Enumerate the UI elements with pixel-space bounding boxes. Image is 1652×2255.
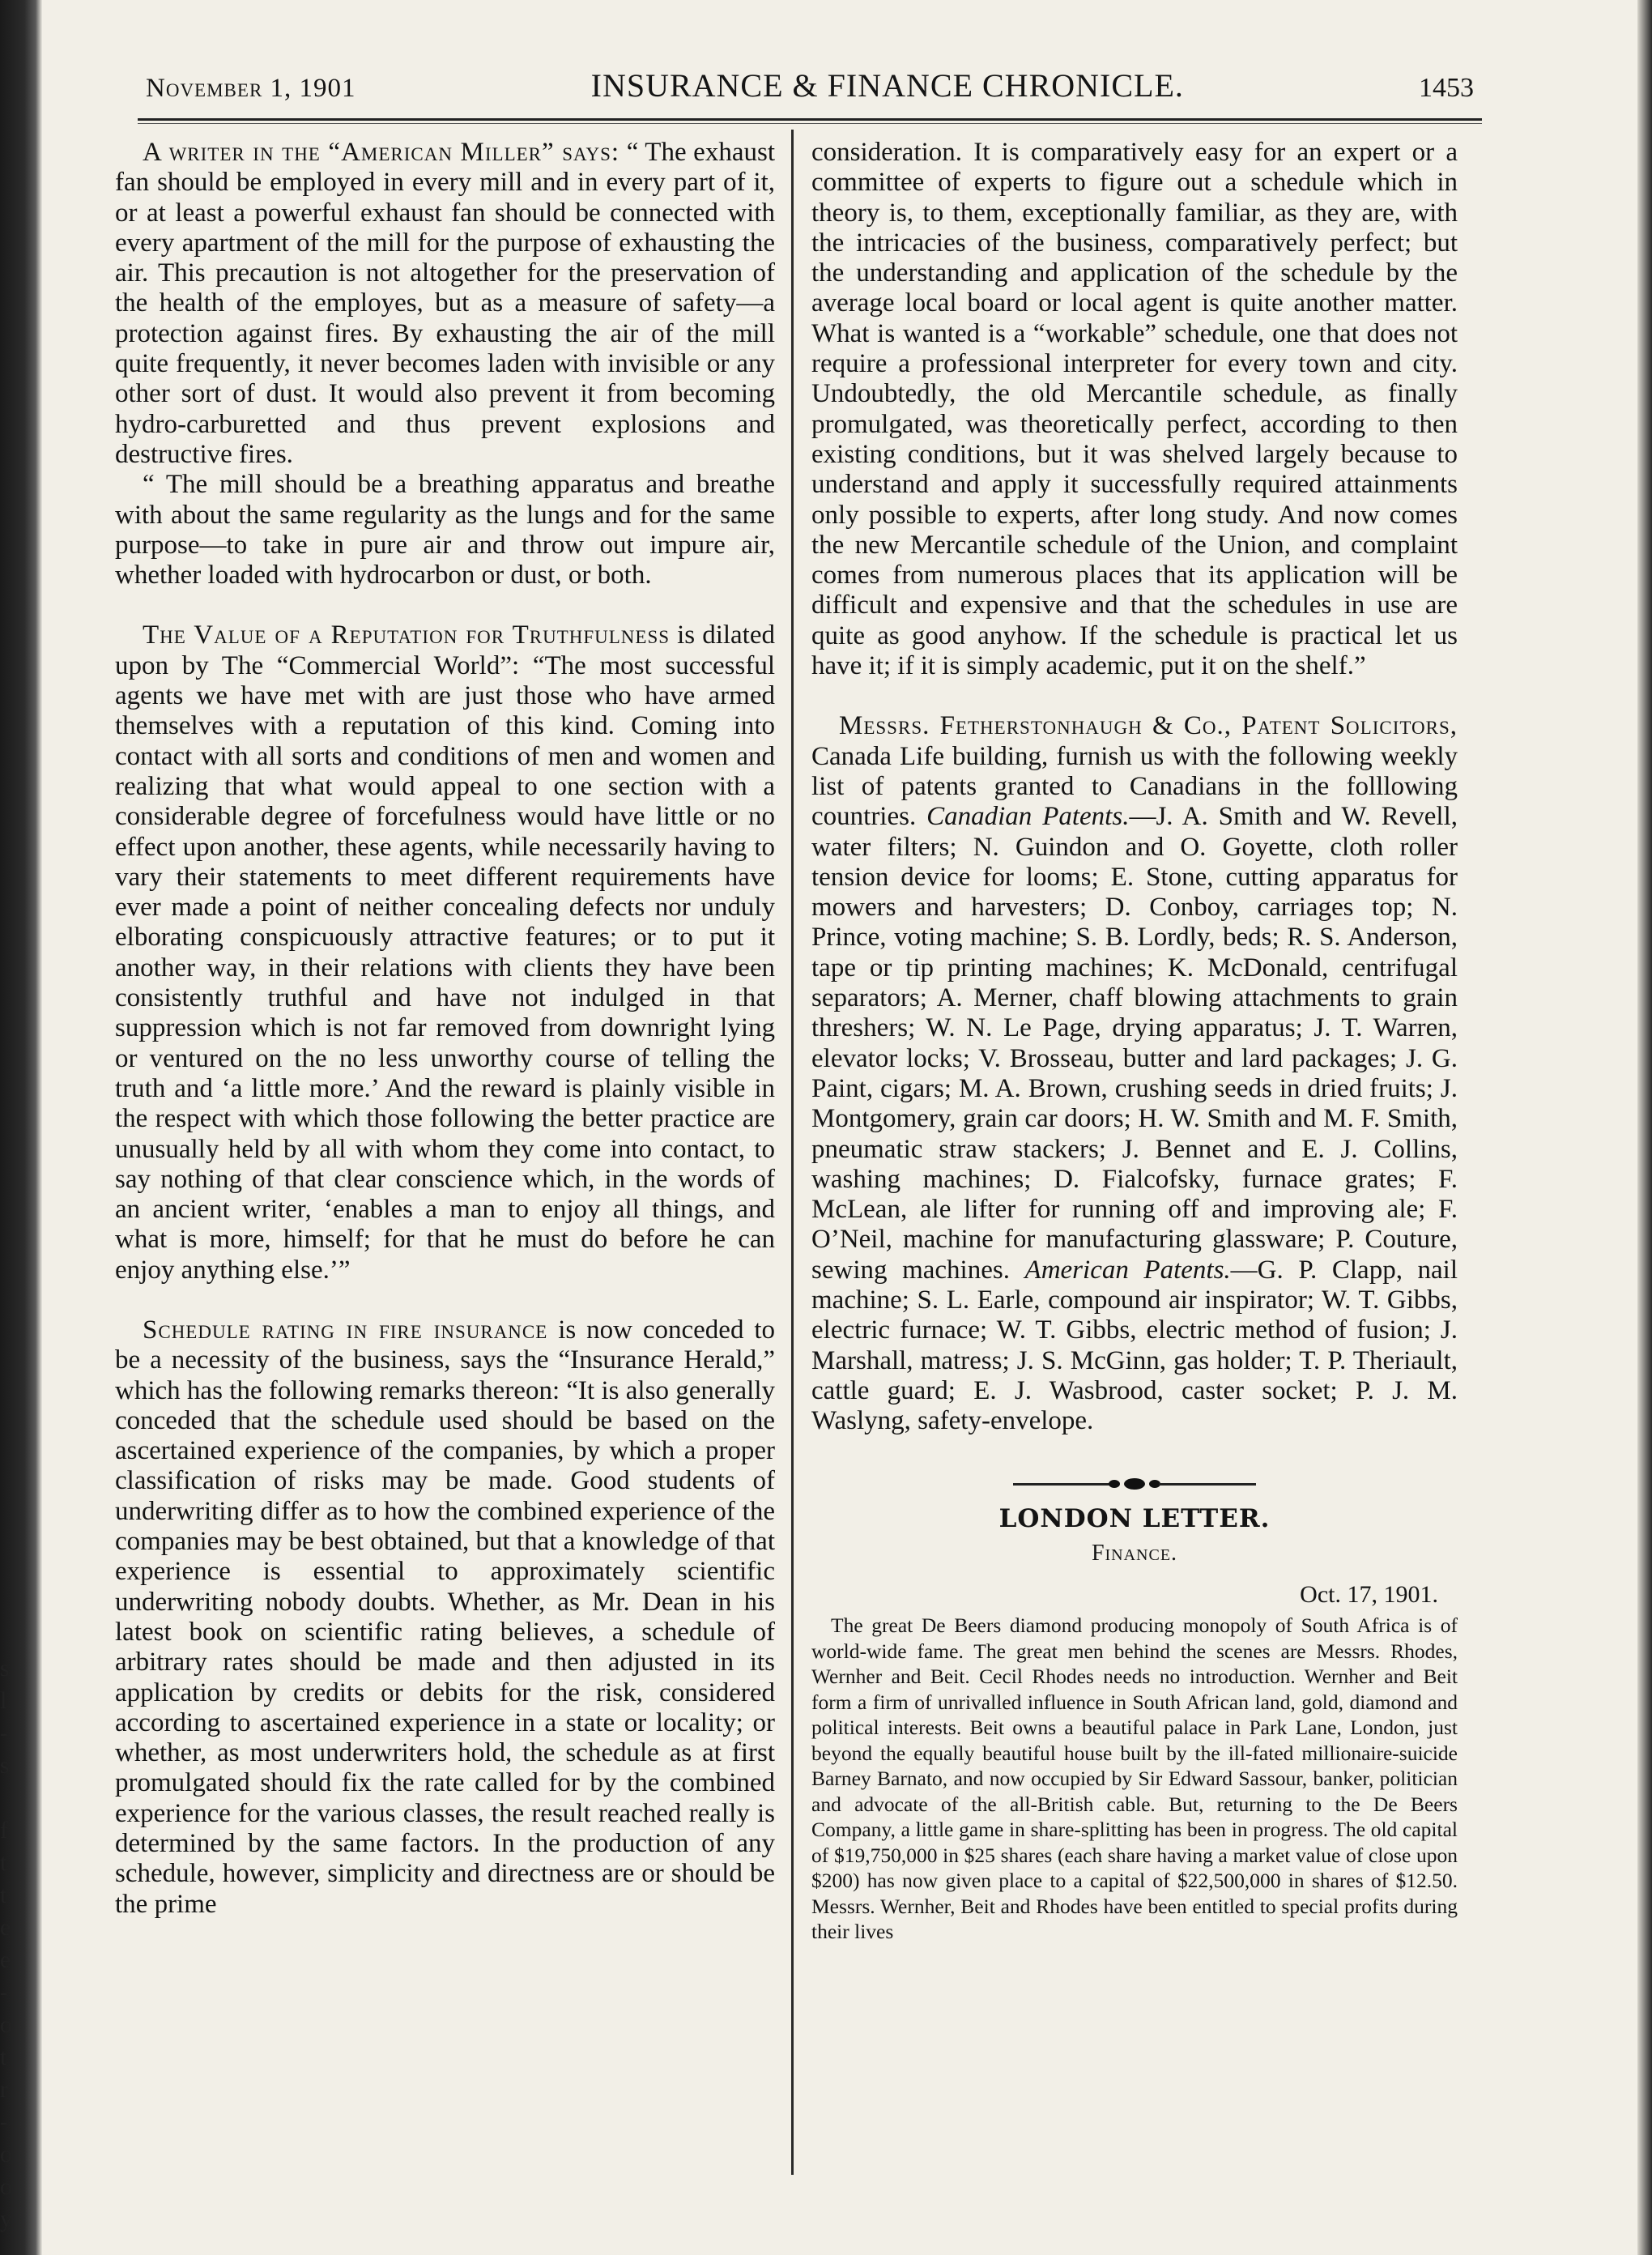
article-text: “ The exhaust fan should be employed in every mill and in every part of it, or at least a powerful exhaust fan should be connected with every apartment of the mill for the purpose of exhausting the air. This precaution is not altogether for the preservation of the health of the employes, but as a measure of safety—a protection against fires. By exhausting the air of the mill quite frequently, it never becomes laden with invisible or any other sort of dust. It would also prevent it from becoming hydro-carburetted and thus prevent explosions and destructive fires. (115, 138, 775, 469)
header-rule (138, 118, 1482, 121)
london-letter-text: The great De Beers diamond producing monopoly of South Africa is of world-wide fame. The great men behind the scenes are Messrs. Rhodes, Wernher and Beit. Cecil Rhodes needs no introduction. Wernher and Beit form a firm of unrivalled influence in South African land, gold, diamond and political interests. Beit owns a beautiful palace in Park Lane, London, just beyond the equally beautiful house built by the ill-fated millionaire-suicide Barney Barnato, and now occupied by Sir Edward Sassour, banker, politician and advocate of the all-British cable. But, returning to the De Beers Company, a little game in share-splitting has been in progress. The old capital of $19,750,000 in $25 shares (each share having a market value of close upon $200) has now given place to a capital of $22,500,000 in shares of $12.50. Messrs. Wernher, Beit and Rhodes have been entitled to special profits during their lives (811, 1613, 1458, 1944)
article-patents (811, 711, 1458, 1436)
column-rule (791, 130, 794, 2175)
london-letter-date: Oct. 17, 1901. (1300, 1581, 1438, 1609)
canadian-patents-list: —J. A. Smith and W. Revell, water filters; N. Guindon and O. Goyette, cloth roller tension device for looms; E. Stone, cutting apparatus for mowers and harvesters; D. Conboy, carriages top; N. Prince, voting machine; S. B. Lordly, beds; R. S. Anderson, tape or tip printing machines; K. McDonald, centrifugal separators; A. Merner, chaff blowing attachments to grain threshers; W. N. Le Page, drying apparatus; J. T. Warren, elevator locks; V. Brosseau, butter and lard packages; J. G. Paint, cigars; M. A. Brown, crushing seeds in dried fruits; J. Montgomery, grain car doors; H. W. Smith and M. F. Smith, pneumatic straw stackers; J. Bennet and E. J. Collins, washing machines; D. Fialcofsky, furnace grates; F. McLean, ale lifter for running off and improving ale; F. O’Neil, machine for manufacturing glassware; P. Couture, sewing machines. (811, 802, 1458, 1285)
section-divider-ornament (1013, 1478, 1256, 1490)
left-column (115, 138, 775, 1920)
publication-title: INSURANCE & FINANCE CHRONICLE. (590, 67, 1184, 104)
article-reputation (115, 620, 775, 1285)
left-margin-fragments: s l - s f t t e e - o t r - o o y (0, 1655, 12, 2232)
header-rule-thin (138, 123, 1482, 124)
article-text: is dilated upon by The “Commercial World”: “The most successful agents we have met with are just those who have armed themselves with a reputation of this kind. Coming into contact with all sorts and conditions of men and women and realizing that what would appeal to one section with a considerable degree of forcefulness would have little or no effect upon another, these agents, while necessarily having to vary their statements to meet different requirements have ever made a point of neither concealing defects nor unduly elborating conspicuously attractive features; or to put it another way, in their relations with clients they have been consistently truthful and have not indulged in that suppression which is not far removed from downright lying or ventured on the no less unworthy course of telling the truth and ‘a little more.’ And the reward is plainly visible in the respect with which those following the better practice are unusually held by all with whom they come into contact, to say nothing of that clear conscience which, in the words of an ancient writer, ‘enables a man to enjoy all things, and what is more, himself; for that he must do before he can enjoy anything else.’” (115, 620, 776, 1285)
article-american-miller (115, 138, 775, 470)
right-edge-shadow (1637, 0, 1652, 2255)
article-paragraph: “ The mill should be a breathing apparatus and breathe with about the same regularity as the lungs and for the same purpose—to take in pure air and throw out impure air, whether loaded with hydrocarbon or dust, or both. (115, 470, 775, 590)
article-lead: Schedule rating in fire insurance (143, 1315, 548, 1345)
american-patents-list: —G. P. Clapp, nail machine; S. L. Earle, compound air inspirator; W. T. Gibbs, electric furnace; W. T. Gibbs, electric method of fusion; J. Marshall, matress; J. S. McGinn, gas holder; T. P. Theriault, cattle guard; E. J. Wasbrood, caster socket; P. J. M. Waslyng, safety-envelope. (811, 1255, 1458, 1436)
london-letter-subtitle: Finance. (1091, 1540, 1178, 1566)
article-continuation: consideration. It is comparatively easy for an expert or a committee of experts to figure out a schedule which in theory is, to them, exceptionally familiar, as they are, with the intricacies of the business, comparatively perfect; but the understanding and application of the schedule by the average local board or local agent is quite another matter. What is wanted is a “workable” schedule, one that does not require a professional interpreter for every town and city. Undoubtedly, the old Mercantile schedule, as finally promulgated, was theoretically perfect, according to then existing conditions, but it was shelved largely because to understand and apply it successfully required attainments only possible to experts, after long study. And now comes the new Mercantile schedule of the Union, and complaint comes from numerous places that its application will be difficult and expensive and that the schedules in use are quite as good anyhow. If the schedule is practical let us have it; if it is simply academic, put it on the shelf.” (811, 138, 1458, 681)
page-number: 1453 (1418, 73, 1474, 103)
right-column (811, 138, 1458, 1945)
article-schedule-rating (115, 1315, 775, 1920)
patents-intro: Canada Life building, furnish us with the following weekly list of patents granted to Canadians in the folllowing countries. (811, 741, 1458, 832)
american-patents-label: American Patents. (1024, 1255, 1231, 1285)
running-head (146, 66, 1474, 115)
london-letter-title: LONDON LETTER. (998, 1504, 1271, 1534)
london-letter-body (811, 1613, 1458, 1945)
article-lead: The Value of a Reputation for Truthfulness (143, 620, 671, 650)
issue-date: November 1, 1901 (146, 74, 356, 103)
article-lead: A writer in the “American Miller” says: (143, 138, 620, 167)
article-text: is now conceded to be a necessity of the business, says the “Insurance Herald,” which has the following remarks thereon: “It is also generally conceded that the schedule used should be based on the ascertained experience of the companies, by which a proper classification of risks may be made. Good students of underwriting differ as to how the combined experience of the companies may be best obtained, but that a knowledge of that experience is essential to approximately scientific underwriting nobody doubts. Whether, as Mr. Dean in his latest book on scientific rating believes, a schedule of arbitrary rates should be made and then adjusted in its application by credits or debits for the risk, considered according to ascertained experience in a state or locality; or whether, as most underwriters hold, the schedule as at first promulgated should fix the rate called for by the combined experience for the various classes, the result reached really is determined by the same factors. In the production of any schedule, however, simplicity and directness are or should be the prime (115, 1315, 776, 1919)
article-lead: Messrs. Fetherstonhaugh & Co., Patent Solicitors, (839, 711, 1458, 741)
canadian-patents-label: Canadian Patents. (926, 802, 1130, 832)
